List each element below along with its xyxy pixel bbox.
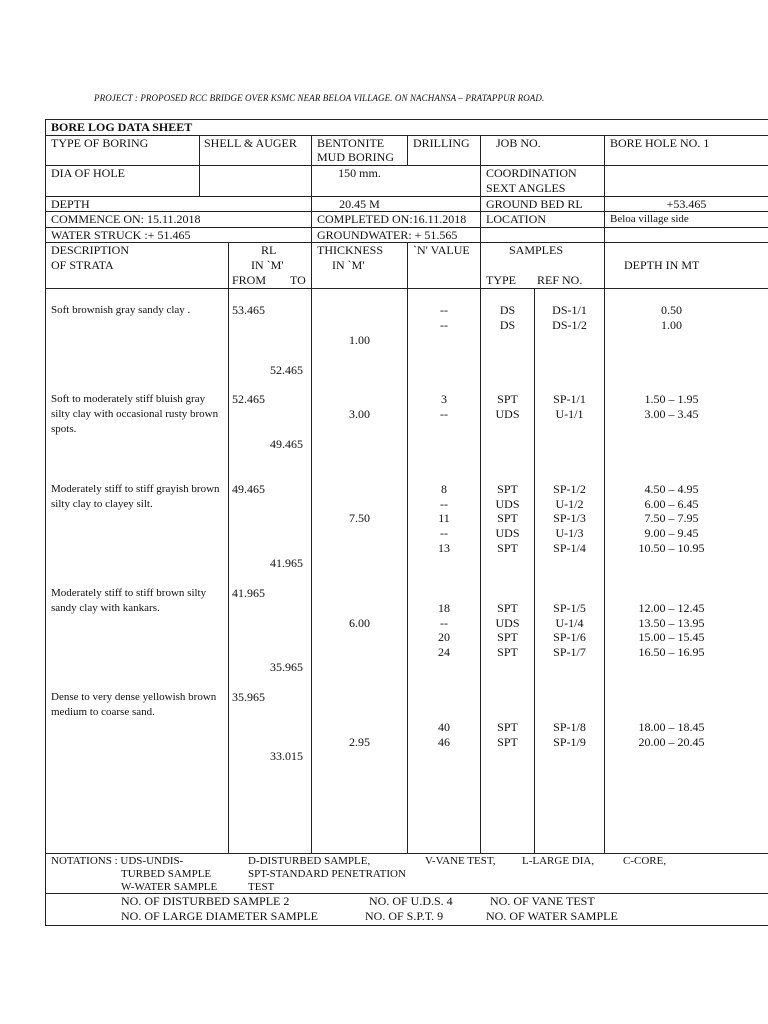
sample-type: SPT xyxy=(497,511,518,525)
ground-bed-rl-label: GROUND BED RL xyxy=(486,197,583,211)
col-thickness: THICKNESS xyxy=(317,243,384,257)
project-title: PROJECT : PROPOSED RCC BRIDGE OVER KSMC NEAR BELOA VILLAGE. ON NACHANSA – PRATAPPUR ROAD. xyxy=(94,93,545,103)
sample-depth: 20.00 – 20.45 xyxy=(638,735,705,749)
thickness: 7.50 xyxy=(349,511,370,525)
sext-angles-label: SEXT ANGLES xyxy=(486,181,566,195)
sample-depth: 1.00 xyxy=(661,318,682,332)
sample-ref: SP-1/2 xyxy=(553,482,586,496)
summary-vane: NO. OF VANE TEST xyxy=(490,894,595,908)
n-value: -- xyxy=(440,303,448,317)
col-description: DESCRIPTION xyxy=(51,243,130,257)
location-label: LOCATION xyxy=(486,212,546,226)
summary-spt: NO. OF S.P.T. 9 xyxy=(365,909,444,923)
col-thickness-in-m: IN `M' xyxy=(332,258,365,272)
depth-label: DEPTH xyxy=(51,197,90,211)
sample-depth: 0.50 xyxy=(661,303,682,317)
stratum-description: Moderately stiff to stiff grayish brown silty clay to clayey silt. xyxy=(51,483,220,510)
n-value: -- xyxy=(440,526,448,540)
sample-ref: SP-1/8 xyxy=(553,720,586,734)
sample-type: DS xyxy=(499,303,516,317)
sample-depth: 12.00 – 12.45 xyxy=(638,601,705,615)
notation-test: TEST xyxy=(248,881,275,893)
rl-to: 41.965 xyxy=(270,556,303,570)
sample-ref: SP-1/3 xyxy=(553,511,586,525)
sample-depth: 9.00 – 9.45 xyxy=(644,526,699,540)
mud-boring-label: MUD BORING xyxy=(317,150,395,164)
rl-from: 53.465 xyxy=(232,303,265,317)
rl-to: 35.965 xyxy=(270,660,303,674)
sample-ref: SP-1/9 xyxy=(553,735,586,749)
sample-depth: 16.50 – 16.95 xyxy=(638,645,705,659)
rl-to: 52.465 xyxy=(270,363,303,377)
sample-ref: U-1/1 xyxy=(555,407,584,421)
rl-from: 52.465 xyxy=(232,392,265,406)
sample-ref: U-1/3 xyxy=(555,526,584,540)
notation-core: C-CORE, xyxy=(623,855,667,867)
rl-from: 49.465 xyxy=(232,482,265,496)
sample-type: SPT xyxy=(497,392,518,406)
type-of-boring-label: TYPE OF BORING xyxy=(51,136,149,150)
notation-large-dia: L-LARGE DIA, xyxy=(522,855,595,867)
col-from: FROM xyxy=(232,273,267,287)
bore-hole-label: BORE HOLE NO. 1 xyxy=(610,136,710,150)
job-no-label: JOB NO. xyxy=(496,136,541,150)
col-samples: SAMPLES xyxy=(509,243,564,257)
sample-type: SPT xyxy=(497,482,518,496)
sample-ref: U-1/2 xyxy=(555,497,584,511)
stratum-description: Soft to moderately stiff bluish gray silty clay with occasional rusty brown spots. xyxy=(51,393,219,435)
dia-of-hole-label: DIA OF HOLE xyxy=(51,166,125,180)
n-value: -- xyxy=(440,497,448,511)
sheet-title: BORE LOG DATA SHEET xyxy=(51,120,193,134)
n-value: 40 xyxy=(438,720,450,734)
n-value: 24 xyxy=(438,645,450,659)
groundwater: GROUNDWATER: + 51.565 xyxy=(317,228,458,242)
n-value: 11 xyxy=(438,511,450,525)
coordination-label: COORDINATION xyxy=(486,166,577,180)
col-rl: RL xyxy=(261,243,277,257)
summary-large-dia: NO. OF LARGE DIAMETER SAMPLE xyxy=(121,909,319,923)
col-of-strata: OF STRATA xyxy=(51,258,114,272)
sample-ref: DS-1/1 xyxy=(552,303,587,317)
sample-ref: DS-1/2 xyxy=(552,318,587,332)
n-value: 18 xyxy=(438,601,450,615)
stratum-description: Dense to very dense yellowish brown medium to coarse sand. xyxy=(51,691,217,718)
completed-on: COMPLETED ON:16.11.2018 xyxy=(317,212,467,226)
sample-ref: SP-1/1 xyxy=(553,392,586,406)
rl-to: 33.015 xyxy=(270,749,303,763)
drilling-label: DRILLING xyxy=(413,136,470,150)
sample-depth: 18.00 – 18.45 xyxy=(638,720,705,734)
col-to: TO xyxy=(290,273,306,287)
sample-type: SPT xyxy=(497,735,518,749)
sample-depth: 15.00 – 15.45 xyxy=(638,630,705,644)
sample-type: SPT xyxy=(497,541,518,555)
sample-depth: 13.50 – 13.95 xyxy=(638,616,705,630)
notation-uds: NOTATIONS : UDS-UNDIS- xyxy=(51,855,184,867)
col-type: TYPE xyxy=(486,273,516,287)
sample-type: UDS xyxy=(495,526,520,540)
notation-disturbed: D-DISTURBED SAMPLE, xyxy=(248,855,371,867)
sample-depth: 4.50 – 4.95 xyxy=(644,482,699,496)
n-value: 8 xyxy=(441,482,447,496)
n-value: 46 xyxy=(438,735,450,749)
n-value: 20 xyxy=(438,630,450,644)
col-rl-in-m: IN `M' xyxy=(251,258,284,272)
thickness: 6.00 xyxy=(349,616,370,630)
sample-type: SPT xyxy=(497,630,518,644)
sample-ref: SP-1/6 xyxy=(553,630,586,644)
sample-type: DS xyxy=(499,318,516,332)
thickness: 2.95 xyxy=(349,735,370,749)
notation-water: W-WATER SAMPLE xyxy=(121,881,218,893)
n-value: -- xyxy=(440,616,448,630)
n-value: 13 xyxy=(438,541,450,555)
sample-depth: 7.50 – 7.95 xyxy=(644,511,699,525)
rl-from: 41.965 xyxy=(232,586,265,600)
col-depth-in-mt: DEPTH IN MT xyxy=(624,258,700,272)
bentonite-label: BENTONITE xyxy=(317,136,385,150)
depth-value: 20.45 M xyxy=(339,197,380,211)
n-value: -- xyxy=(440,407,448,421)
sample-ref: SP-1/4 xyxy=(553,541,586,555)
stratum-description: Moderately stiff to stiff brown silty sandy clay with kankars. xyxy=(51,587,207,614)
col-n-value: `N' VALUE xyxy=(413,243,470,257)
commence-on: COMMENCE ON: 15.11.2018 xyxy=(51,212,201,226)
sample-depth: 6.00 – 6.45 xyxy=(644,497,699,511)
thickness: 1.00 xyxy=(349,333,370,347)
n-value: -- xyxy=(440,318,448,332)
location-value: Beloa village side xyxy=(610,213,689,225)
rl-to: 49.465 xyxy=(270,437,303,451)
thickness: 3.00 xyxy=(349,407,370,421)
notation-spt: SPT-STANDARD PENETRATION xyxy=(248,868,406,880)
sample-type: UDS xyxy=(495,497,520,511)
sample-ref: SP-1/5 xyxy=(553,601,586,615)
notation-turbed: TURBED SAMPLE xyxy=(121,868,212,880)
summary-water: NO. OF WATER SAMPLE xyxy=(486,909,618,923)
stratum-description: Soft brownish gray sandy clay . xyxy=(51,304,191,316)
sample-type: SPT xyxy=(497,720,518,734)
rl-from: 35.965 xyxy=(232,690,265,704)
summary-uds: NO. OF U.D.S. 4 xyxy=(369,894,453,908)
sample-type: SPT xyxy=(497,601,518,615)
dia-value: 150 mm. xyxy=(338,166,381,180)
sample-type: SPT xyxy=(497,645,518,659)
ground-bed-rl-value: +53.465 xyxy=(666,197,707,211)
n-value: 3 xyxy=(441,392,447,406)
sample-ref: SP-1/7 xyxy=(553,645,586,659)
sample-depth: 3.00 – 3.45 xyxy=(644,407,699,421)
shell-auger-label: SHELL & AUGER xyxy=(204,136,297,150)
water-struck: WATER STRUCK :+ 51.465 xyxy=(51,228,191,242)
col-ref-no: REF NO. xyxy=(537,273,583,287)
sample-ref: U-1/4 xyxy=(555,616,584,630)
sample-depth: 10.50 – 10.95 xyxy=(638,541,705,555)
notation-vane: V-VANE TEST, xyxy=(425,855,496,867)
sample-type: UDS xyxy=(495,616,520,630)
sample-depth: 1.50 – 1.95 xyxy=(644,392,699,406)
summary-disturbed: NO. OF DISTURBED SAMPLE 2 xyxy=(121,894,290,908)
sample-type: UDS xyxy=(495,407,520,421)
